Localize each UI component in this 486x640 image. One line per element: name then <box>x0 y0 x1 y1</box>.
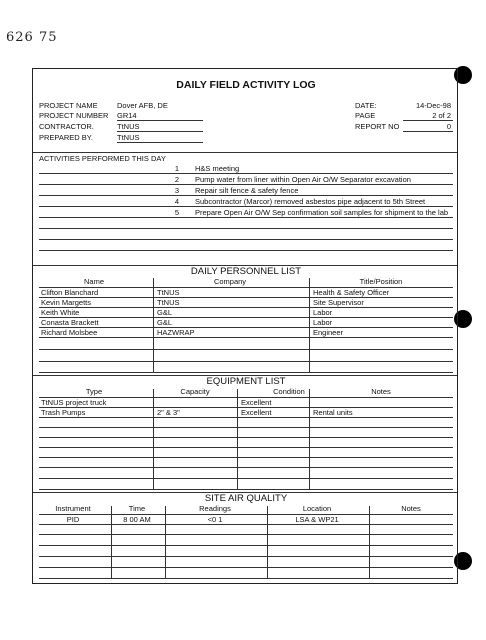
contractor-value: TtNUS <box>117 122 140 131</box>
activity-rule <box>39 228 453 229</box>
air-rule <box>39 567 453 568</box>
activities-top-border <box>33 152 457 153</box>
personnel-title: Engineer <box>313 328 344 337</box>
air-rule <box>39 556 453 557</box>
activity-rule <box>39 239 453 240</box>
equipment-type: TtNUS project truck <box>41 398 107 407</box>
personnel-rule <box>39 297 453 298</box>
personnel-rule <box>39 287 453 288</box>
air-rule <box>39 524 453 525</box>
personnel-name: Keith White <box>41 308 80 317</box>
personnel-rule <box>39 349 453 350</box>
air-rule <box>39 578 453 579</box>
air-location: LSA & WP21 <box>295 515 339 524</box>
personnel-title: Site Supervisor <box>313 298 364 307</box>
equipment-col-divider <box>237 389 238 489</box>
equipment-rule <box>39 478 453 479</box>
personnel-name: Richard Molsbee <box>41 328 98 337</box>
air-instrument: PID <box>66 515 80 524</box>
personnel-company: G&L <box>157 318 173 327</box>
air-readings: <0 1 <box>207 515 223 524</box>
personnel-rule <box>39 317 453 318</box>
air-time: 8 00 AM <box>123 515 151 524</box>
personnel-heading: DAILY PERSONNEL LIST <box>190 266 302 277</box>
activity-rule <box>39 173 453 174</box>
air-quality-heading: SITE AIR QUALITY <box>204 493 288 504</box>
date-value: 14-Dec-98 <box>415 101 451 110</box>
activity-rule <box>39 206 453 207</box>
project-name-label: PROJECT NAME <box>39 101 98 110</box>
report-no-label: REPORT NO <box>355 122 400 131</box>
equipment-rule <box>39 437 453 438</box>
personnel-rule <box>39 337 453 338</box>
personnel-company: TtNUS <box>157 288 180 297</box>
activity-rule <box>39 250 453 251</box>
air-col-time: Time <box>128 504 146 513</box>
equipment-rule <box>39 427 453 428</box>
form-title: DAILY FIELD ACTIVITY LOG <box>176 79 316 91</box>
activity-number: 2 <box>174 175 179 184</box>
date-label: DATE: <box>355 101 377 110</box>
activities-heading: ACTIVITIES PERFORMED THIS DAY <box>39 154 166 163</box>
personnel-name: Conasta Brackett <box>41 318 99 327</box>
contractor-label: CONTRACTOR. <box>39 122 94 131</box>
equipment-col-notes: Notes <box>371 387 391 396</box>
personnel-rule <box>39 307 453 308</box>
activity-text: Subcontractor (Marcor) removed asbestos pipe adjacent to 5th Street <box>195 197 426 206</box>
personnel-rule <box>39 372 453 373</box>
personnel-company: G&L <box>157 308 173 317</box>
personnel-col-title: Title/Position <box>359 277 403 286</box>
personnel-name: Clifton Blanchard <box>41 288 99 297</box>
air-col-instrument: Instrument <box>55 504 91 513</box>
equipment-rule <box>39 467 453 468</box>
prepared-by-value: TtNUS <box>117 133 140 142</box>
activity-text: Prepare Open Air O/W Sep confirmation soil samples for shipment to the lab <box>195 208 449 217</box>
personnel-company: HAZWRAP <box>157 328 195 337</box>
project-number-label: PROJECT NUMBER <box>39 111 109 120</box>
report-no-value: 0 <box>446 122 451 131</box>
equipment-rule <box>39 417 453 418</box>
activity-text: Repair silt fence & safety fence <box>195 186 299 195</box>
equipment-col-condition: Condition <box>273 387 305 396</box>
activity-rule <box>39 217 453 218</box>
air-col-notes: Notes <box>401 504 421 513</box>
project-name-value: Dover AFB, DE <box>117 101 168 110</box>
activity-number: 3 <box>174 186 179 195</box>
project-number-underline <box>117 120 203 121</box>
equipment-col-capacity: Capacity <box>180 387 210 396</box>
page-label: PAGE <box>355 111 376 120</box>
contractor-underline <box>117 131 203 132</box>
air-rule <box>39 534 453 535</box>
equipment-col-divider <box>153 389 154 489</box>
equipment-capacity: 2" & 3" <box>157 408 180 417</box>
activity-number: 4 <box>174 197 179 206</box>
activity-text: Pump water from liner within Open Air O/W Separator excavation <box>195 175 411 184</box>
activity-number: 1 <box>174 164 179 173</box>
personnel-col-divider <box>309 278 310 372</box>
personnel-col-company: Company <box>213 277 247 286</box>
personnel-title: Labor <box>313 308 333 317</box>
page-value: 2 of 2 <box>432 111 451 120</box>
equipment-heading: EQUIPMENT LIST <box>206 376 286 387</box>
equipment-type: Trash Pumps <box>41 408 86 417</box>
equipment-rule <box>39 489 453 490</box>
personnel-col-name: Name <box>83 277 104 286</box>
page-underline <box>403 120 453 121</box>
personnel-rule <box>39 327 453 328</box>
field-log-form <box>32 68 458 584</box>
personnel-company: TtNUS <box>157 298 180 307</box>
equipment-notes: Rental units <box>313 408 353 417</box>
personnel-title: Labor <box>313 318 333 327</box>
personnel-col-divider <box>153 278 154 372</box>
air-col-readings: Readings <box>199 504 231 513</box>
personnel-name: Kevin Margetts <box>41 298 92 307</box>
equipment-condition: Excellent <box>241 398 272 407</box>
prepared-by-underline <box>117 142 203 143</box>
personnel-title: Health & Safety Officer <box>313 288 390 297</box>
project-number-value: GR14 <box>117 111 137 120</box>
personnel-rule <box>39 361 453 362</box>
activity-number: 5 <box>174 208 179 217</box>
handwritten-page-note: 626 75 <box>6 30 58 45</box>
report-no-underline <box>403 131 453 132</box>
equipment-rule <box>39 457 453 458</box>
air-col-location: Location <box>302 504 332 513</box>
activity-rule <box>39 184 453 185</box>
equipment-col-divider <box>309 389 310 489</box>
activity-text: H&S meeting <box>195 164 240 173</box>
equipment-rule <box>39 447 453 448</box>
activity-rule <box>39 195 453 196</box>
equipment-col-type: Type <box>85 387 103 396</box>
equipment-condition: Excellent <box>241 408 272 417</box>
air-rule <box>39 545 453 546</box>
prepared-by-label: PREPARED BY. <box>39 133 93 142</box>
